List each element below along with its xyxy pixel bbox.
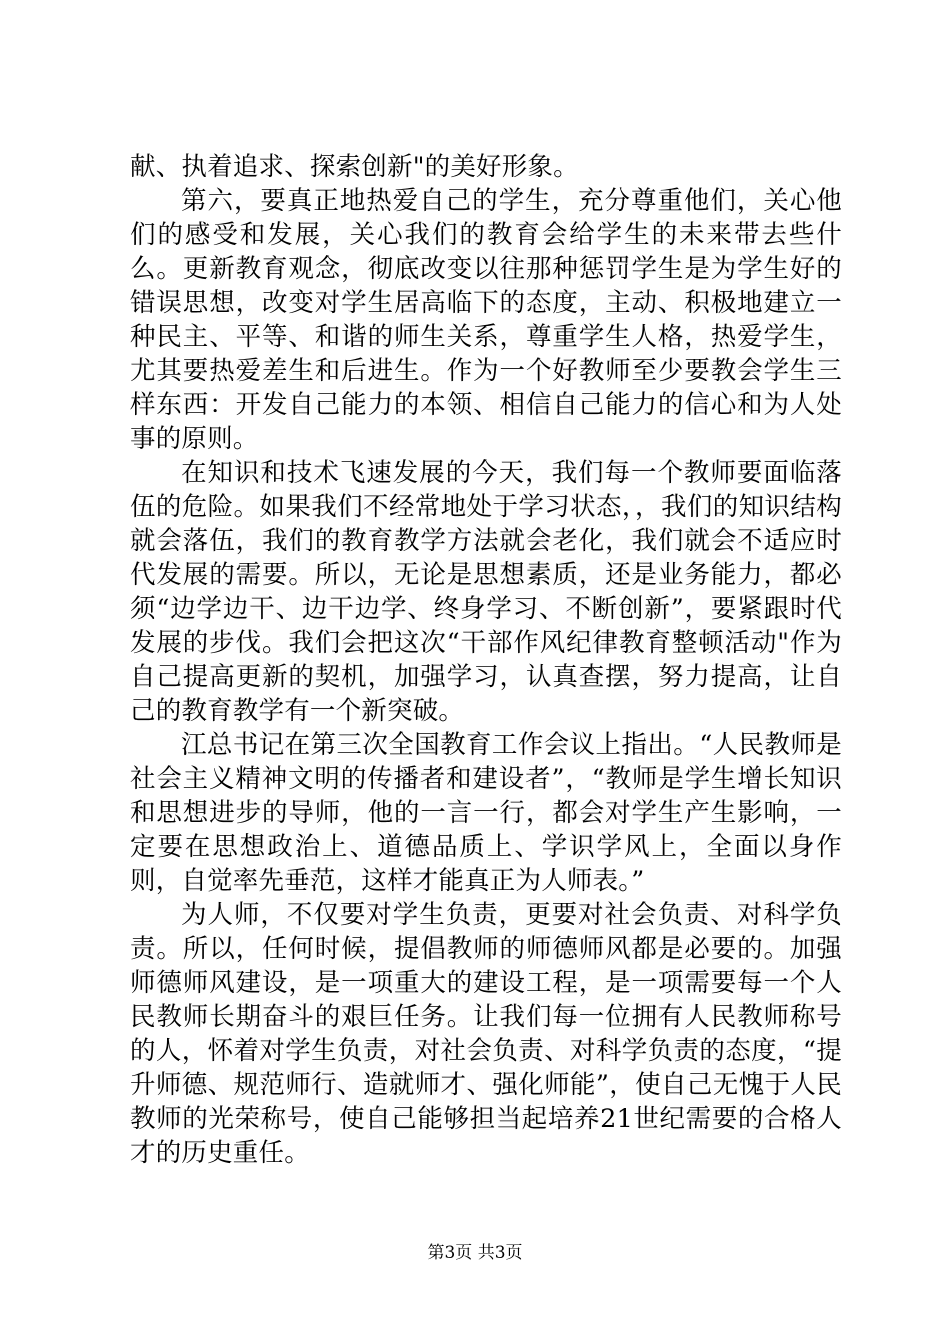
paragraph-1: 献、执着追求、探索创新"的美好形象。 — [130, 152, 579, 182]
paragraph-4: 江总书记在第三次全国教育工作会议上指出。“人民教师是社会主义精神文明的传播者和建设者”，“教师是学生增长知识和思想进步的导师，他的一言一行，都会对学生产生影响，一定要在思想政治上、道德品质上、学识学风上，全面以身作则，自觉率先垂范，这样才能真正为人师表。” — [130, 730, 842, 896]
paragraph-5: 为人师，不仅要对学生负责，更要对社会负责、对科学负责。所以，任何时候，提倡教师的师德师风都是必要的。加强师德师风建设，是一项重大的建设工程，是一项需要每一个人民教师长期奋斗的艰巨任务。让我们每一位拥有人民教师称号的人，怀着对学生负责，对社会负责、对科学负责的态度，“提升师德、规范师行、造就师才、强化师能”，使自己无愧于人民教师的光荣称号，使自己能够担当起培养21世纪需要的合格人才的历史重任。 — [130, 900, 842, 1168]
paragraph-2: 第六，要真正地热爱自己的学生，充分尊重他们，关心他们的感受和发展，关心我们的教育会给学生的未来带去些什么。更新教育观念，彻底改变以往那种惩罚学生是为学生好的错误思想，改变对学生居高临下的态度，主动、积极地建立一种民主、平等、和谐的师生关系，尊重学生人格，热爱学生，尤其要热爱差生和后进生。作为一个好教师至少要教会学生三样东西：开发自己能力的本领、相信自己能力的信心和为人处事的原则。 — [130, 186, 842, 454]
page-number-footer: 第3页 共3页 — [427, 1243, 523, 1263]
document-body — [130, 150, 842, 1170]
paragraph-3: 在知识和技术飞速发展的今天，我们每一个教师要面临落伍的危险。如果我们不经常地处于学习状态，，我们的知识结构就会落伍，我们的教育教学方法就会老化，我们就会不适应时代发展的需要。所以，无论是思想素质，还是业务能力，都必须“边学边干、边干边学、终身学习、不断创新”，要紧跟时代发展的步伐。我们会把这次“干部作风纪律教育整顿活动"作为自己提高更新的契机，加强学习，认真查摆，努力提高，让自己的教育教学有一个新突破。 — [130, 458, 842, 726]
